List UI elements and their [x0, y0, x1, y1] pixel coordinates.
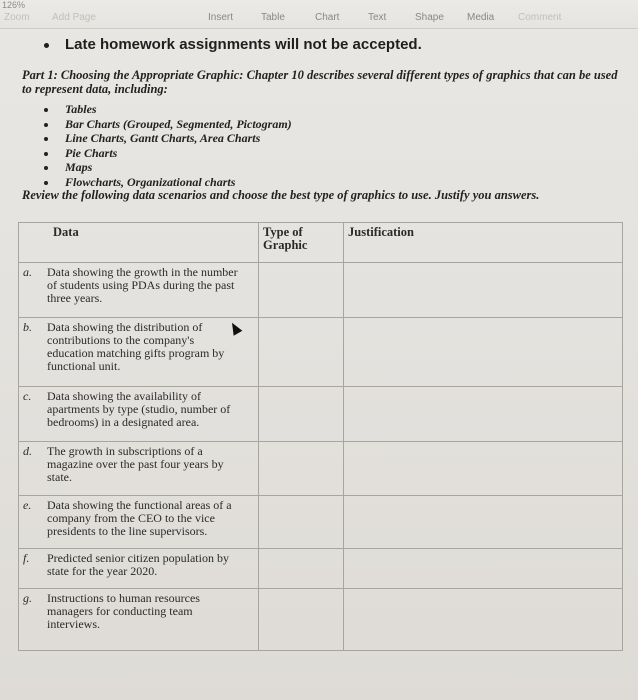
type-cell[interactable] [259, 496, 344, 549]
bullet-icon [44, 166, 48, 170]
comment-button[interactable]: Comment [518, 12, 562, 23]
table-row [19, 442, 623, 496]
zoom-value: 126% [2, 0, 26, 10]
type-cell[interactable] [259, 387, 344, 442]
bullet-icon [44, 43, 49, 48]
header-data: Data [19, 223, 259, 263]
justification-cell[interactable] [344, 589, 623, 651]
data-cell: b. Data showing the distribution of contributions to the company's education matching gifts program by functional unit. [19, 318, 259, 387]
justification-cell[interactable] [344, 549, 623, 589]
scenario-table [18, 222, 623, 651]
type-cell[interactable] [259, 318, 344, 387]
list-item: Line Charts, Gantt Charts, Area Charts [44, 131, 292, 146]
justification-cell[interactable] [344, 263, 623, 318]
toolbar [0, 0, 638, 29]
header-justification: Justification [344, 223, 623, 263]
text-button[interactable]: Text [368, 12, 387, 23]
type-cell[interactable] [259, 549, 344, 589]
part1-intro [22, 68, 622, 96]
table-row [19, 496, 623, 549]
bullet-icon [44, 181, 48, 185]
list-item: Tables [44, 102, 292, 117]
late-homework-bullet [44, 36, 422, 53]
table-header-row [19, 223, 623, 263]
late-homework-text: Late homework assignments will not be accepted. [65, 36, 422, 53]
table-row [19, 387, 623, 442]
table-row [19, 589, 623, 651]
table-row [19, 549, 623, 589]
justification-cell[interactable] [344, 442, 623, 496]
type-cell[interactable] [259, 263, 344, 318]
list-item: Maps [44, 160, 292, 175]
table-button[interactable]: Table [261, 12, 285, 23]
shape-button[interactable]: Shape [415, 12, 444, 23]
data-cell: a. Data showing the growth in the number of students using PDAs during the past three years. [19, 263, 259, 318]
data-cell: d. The growth in subscriptions of a magazine over the past four years by state. [19, 442, 259, 496]
zoom-button[interactable]: Zoom [4, 12, 30, 23]
bullet-icon [44, 152, 48, 156]
justification-cell[interactable] [344, 387, 623, 442]
data-cell: g. Instructions to human resources managers for conducting team interviews. [19, 589, 259, 651]
type-cell[interactable] [259, 589, 344, 651]
justification-cell[interactable] [344, 496, 623, 549]
header-type-of-graphic: Type of Graphic [259, 223, 344, 263]
list-item: Bar Charts (Grouped, Segmented, Pictogram) [44, 117, 292, 132]
list-item: Flowcharts, Organizational charts [44, 175, 292, 190]
media-button[interactable]: Media [467, 12, 495, 23]
data-cell: f. Predicted senior citizen population by state for the year 2020. [19, 549, 259, 589]
review-instruction: Review the following data scenarios and choose the best type of graphics to use. Justify you answers. [22, 188, 540, 202]
table-row [19, 318, 623, 387]
data-cell: e. Data showing the functional areas of a company from the CEO to the vice presidents to the line supervisors. [19, 496, 259, 549]
table-row [19, 263, 623, 318]
bullet-icon [44, 123, 48, 127]
data-cell: c. Data showing the availability of apartments by type (studio, number of bedrooms) in a designated area. [19, 387, 259, 442]
bullet-icon [44, 108, 48, 112]
chart-button[interactable]: Chart [315, 12, 340, 23]
add-page-button[interactable]: Add Page [52, 12, 96, 23]
insert-button[interactable]: Insert [208, 12, 234, 23]
justification-cell[interactable] [344, 318, 623, 387]
part1-heading: Part 1: Choosing the Appropriate Graphic: [22, 68, 244, 82]
bullet-icon [44, 137, 48, 141]
type-cell[interactable] [259, 442, 344, 496]
list-item: Pie Charts [44, 146, 292, 161]
graphic-types-list [44, 102, 292, 189]
part1-intro-text: Chapter 10 describes several different types of graphics that can be used to represent data, including: [22, 68, 618, 96]
